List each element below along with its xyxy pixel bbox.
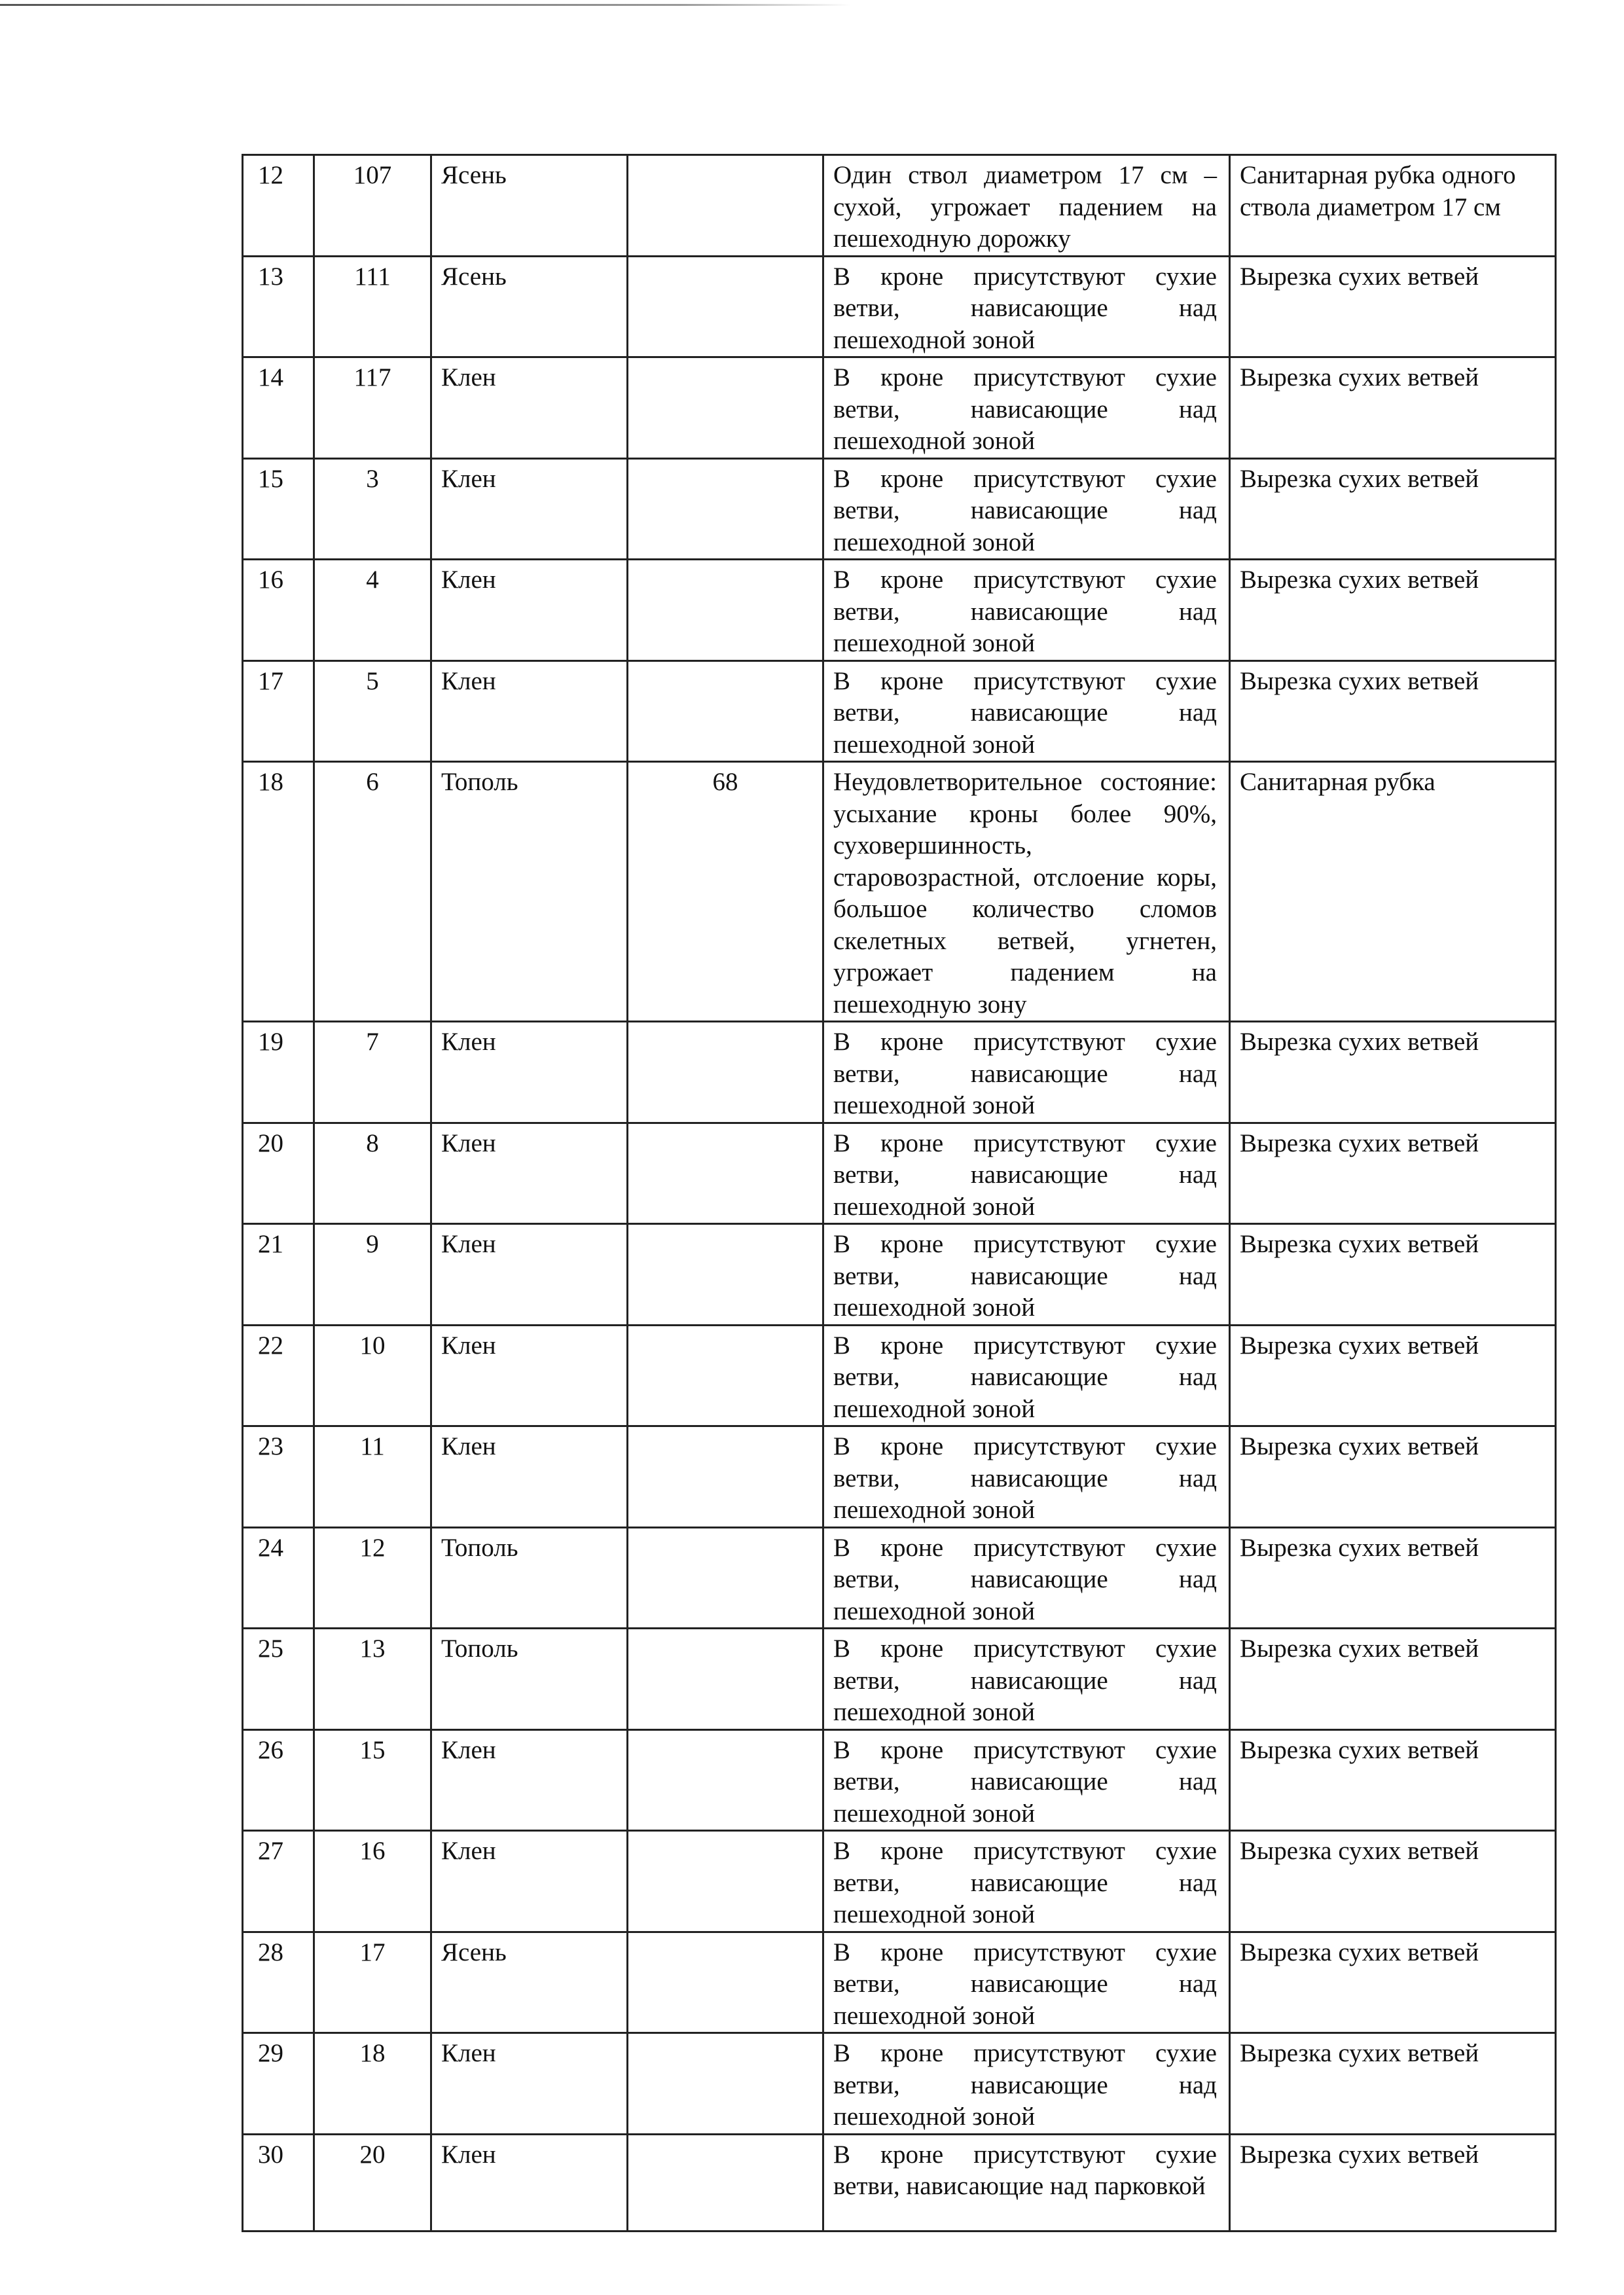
table-row <box>243 2134 1556 2232</box>
trunk-diameter-cell <box>628 1426 823 1528</box>
table-row <box>243 560 1556 661</box>
tree-number-cell: 15 <box>314 1729 431 1831</box>
row-number-cell: 29 <box>243 2033 314 2135</box>
tree-species-cell: Тополь <box>431 1629 628 1730</box>
tree-species-cell: Клен <box>431 560 628 661</box>
tree-number-cell: 16 <box>314 1831 431 1932</box>
row-number-cell: 25 <box>243 1629 314 1730</box>
recommended-action-cell: Вырезка сухих ветвей <box>1230 1932 1556 2033</box>
trunk-diameter-cell <box>628 2033 823 2135</box>
tree-number-cell: 7 <box>314 1022 431 1123</box>
tree-condition-cell: В кроне присутствуют сухие ветви, нависающие над пешеходной зоной <box>823 1831 1230 1932</box>
row-number-cell: 15 <box>243 458 314 560</box>
tree-condition-cell: В кроне присутствуют сухие ветви, нависающие над пешеходной зоной <box>823 1224 1230 1326</box>
table-row <box>243 1224 1556 1326</box>
row-number-cell: 13 <box>243 256 314 357</box>
table-row <box>243 1729 1556 1831</box>
row-number-cell: 12 <box>243 155 314 257</box>
tree-species-cell: Ясень <box>431 1932 628 2033</box>
tree-condition-cell: В кроне присутствуют сухие ветви, нависающие над пешеходной зоной <box>823 1932 1230 2033</box>
tree-species-cell: Клен <box>431 1022 628 1123</box>
tree-species-cell: Ясень <box>431 256 628 357</box>
tree-number-cell: 111 <box>314 256 431 357</box>
tree-condition-cell: Неудовлетворительное состояние: усыхание кроны более 90%, суховершинность, старовозрастной, отслоение коры, большое количество сломов скелетных ветвей, угнетен, угрожает падением на пешеходную зону <box>823 762 1230 1022</box>
tree-species-cell: Клен <box>431 1729 628 1831</box>
tree-species-cell: Клен <box>431 357 628 459</box>
tree-condition-cell: В кроне присутствуют сухие ветви, нависающие над парковкой <box>823 2134 1230 2232</box>
tree-species-cell: Клен <box>431 2033 628 2135</box>
scan-edge-line <box>0 4 851 6</box>
tree-species-cell: Ясень <box>431 155 628 257</box>
recommended-action-cell: Вырезка сухих ветвей <box>1230 1123 1556 1224</box>
row-number-cell: 24 <box>243 1527 314 1629</box>
tree-condition-cell: В кроне присутствуют сухие ветви, нависающие над пешеходной зоной <box>823 560 1230 661</box>
table-row <box>243 660 1556 762</box>
tree-number-cell: 4 <box>314 560 431 661</box>
tree-condition-cell: Один ствол диаметром 17 см – сухой, угрожает падением на пешеходную дорожку <box>823 155 1230 257</box>
row-number-cell: 19 <box>243 1022 314 1123</box>
trunk-diameter-cell <box>628 1123 823 1224</box>
trunk-diameter-cell <box>628 560 823 661</box>
recommended-action-cell: Вырезка сухих ветвей <box>1230 1224 1556 1326</box>
row-number-cell: 22 <box>243 1325 314 1426</box>
trunk-diameter-cell <box>628 1831 823 1932</box>
recommended-action-cell: Вырезка сухих ветвей <box>1230 560 1556 661</box>
table-body <box>243 155 1556 2232</box>
tree-condition-cell: В кроне присутствуют сухие ветви, нависающие над пешеходной зоной <box>823 1123 1230 1224</box>
tree-species-cell: Клен <box>431 1123 628 1224</box>
recommended-action-cell: Вырезка сухих ветвей <box>1230 2134 1556 2232</box>
tree-species-cell: Клен <box>431 1224 628 1326</box>
table-row <box>243 1629 1556 1730</box>
table-row <box>243 155 1556 257</box>
tree-condition-cell: В кроне присутствуют сухие ветви, нависающие над пешеходной зоной <box>823 1426 1230 1528</box>
tree-number-cell: 20 <box>314 2134 431 2232</box>
trunk-diameter-cell <box>628 1729 823 1831</box>
recommended-action-cell: Вырезка сухих ветвей <box>1230 1022 1556 1123</box>
tree-condition-cell: В кроне присутствуют сухие ветви, нависающие над пешеходной зоной <box>823 1325 1230 1426</box>
table-row <box>243 1831 1556 1932</box>
trunk-diameter-cell <box>628 1325 823 1426</box>
trunk-diameter-cell <box>628 1629 823 1730</box>
tree-condition-cell: В кроне присутствуют сухие ветви, нависающие над пешеходной зоной <box>823 357 1230 459</box>
recommended-action-cell: Вырезка сухих ветвей <box>1230 1629 1556 1730</box>
tree-number-cell: 3 <box>314 458 431 560</box>
tree-species-cell: Тополь <box>431 1527 628 1629</box>
tree-condition-cell: В кроне присутствуют сухие ветви, нависающие над пешеходной зоной <box>823 1527 1230 1629</box>
recommended-action-cell: Вырезка сухих ветвей <box>1230 357 1556 459</box>
tree-condition-cell: В кроне присутствуют сухие ветви, нависающие над пешеходной зоной <box>823 1729 1230 1831</box>
row-number-cell: 14 <box>243 357 314 459</box>
tree-number-cell: 11 <box>314 1426 431 1528</box>
tree-species-cell: Клен <box>431 2134 628 2232</box>
table-row <box>243 1527 1556 1629</box>
trunk-diameter-cell <box>628 458 823 560</box>
tree-number-cell: 5 <box>314 660 431 762</box>
tree-number-cell: 18 <box>314 2033 431 2135</box>
row-number-cell: 18 <box>243 762 314 1022</box>
table-row <box>243 1123 1556 1224</box>
tree-condition-cell: В кроне присутствуют сухие ветви, нависающие над пешеходной зоной <box>823 1629 1230 1730</box>
row-number-cell: 27 <box>243 1831 314 1932</box>
table-row <box>243 1932 1556 2033</box>
tree-number-cell: 10 <box>314 1325 431 1426</box>
tree-inventory-table <box>242 154 1557 2232</box>
recommended-action-cell: Вырезка сухих ветвей <box>1230 1325 1556 1426</box>
tree-condition-cell: В кроне присутствуют сухие ветви, нависающие над пешеходной зоной <box>823 2033 1230 2135</box>
row-number-cell: 23 <box>243 1426 314 1528</box>
recommended-action-cell: Санитарная рубка одного ствола диаметром 17 см <box>1230 155 1556 257</box>
table-row <box>243 762 1556 1022</box>
tree-species-cell: Клен <box>431 458 628 560</box>
recommended-action-cell: Вырезка сухих ветвей <box>1230 1527 1556 1629</box>
recommended-action-cell: Санитарная рубка <box>1230 762 1556 1022</box>
recommended-action-cell: Вырезка сухих ветвей <box>1230 1729 1556 1831</box>
tree-species-cell: Клен <box>431 1325 628 1426</box>
tree-number-cell: 13 <box>314 1629 431 1730</box>
row-number-cell: 16 <box>243 560 314 661</box>
table-row <box>243 1325 1556 1426</box>
recommended-action-cell: Вырезка сухих ветвей <box>1230 2033 1556 2135</box>
tree-number-cell: 8 <box>314 1123 431 1224</box>
recommended-action-cell: Вырезка сухих ветвей <box>1230 256 1556 357</box>
trunk-diameter-cell <box>628 1527 823 1629</box>
tree-species-cell: Тополь <box>431 762 628 1022</box>
tree-number-cell: 9 <box>314 1224 431 1326</box>
recommended-action-cell: Вырезка сухих ветвей <box>1230 1426 1556 1528</box>
tree-number-cell: 6 <box>314 762 431 1022</box>
recommended-action-cell: Вырезка сухих ветвей <box>1230 458 1556 560</box>
table-row <box>243 2033 1556 2135</box>
trunk-diameter-cell <box>628 155 823 257</box>
row-number-cell: 20 <box>243 1123 314 1224</box>
tree-number-cell: 17 <box>314 1932 431 2033</box>
table-row <box>243 256 1556 357</box>
row-number-cell: 30 <box>243 2134 314 2232</box>
tree-species-cell: Клен <box>431 1831 628 1932</box>
tree-condition-cell: В кроне присутствуют сухие ветви, нависающие над пешеходной зоной <box>823 458 1230 560</box>
tree-condition-cell: В кроне присутствуют сухие ветви, нависающие над пешеходной зоной <box>823 1022 1230 1123</box>
tree-species-cell: Клен <box>431 660 628 762</box>
tree-condition-cell: В кроне присутствуют сухие ветви, нависающие над пешеходной зоной <box>823 256 1230 357</box>
tree-species-cell: Клен <box>431 1426 628 1528</box>
recommended-action-cell: Вырезка сухих ветвей <box>1230 660 1556 762</box>
trunk-diameter-cell <box>628 256 823 357</box>
table-row <box>243 1022 1556 1123</box>
recommended-action-cell: Вырезка сухих ветвей <box>1230 1831 1556 1932</box>
row-number-cell: 28 <box>243 1932 314 2033</box>
trunk-diameter-cell <box>628 1224 823 1326</box>
trunk-diameter-cell <box>628 2134 823 2232</box>
tree-number-cell: 12 <box>314 1527 431 1629</box>
row-number-cell: 21 <box>243 1224 314 1326</box>
table-row <box>243 1426 1556 1528</box>
tree-number-cell: 107 <box>314 155 431 257</box>
trunk-diameter-cell <box>628 1022 823 1123</box>
tree-number-cell: 117 <box>314 357 431 459</box>
tree-condition-cell: В кроне присутствуют сухие ветви, нависающие над пешеходной зоной <box>823 660 1230 762</box>
trunk-diameter-cell: 68 <box>628 762 823 1022</box>
table-row <box>243 357 1556 459</box>
row-number-cell: 17 <box>243 660 314 762</box>
trunk-diameter-cell <box>628 357 823 459</box>
row-number-cell: 26 <box>243 1729 314 1831</box>
trunk-diameter-cell <box>628 660 823 762</box>
trunk-diameter-cell <box>628 1932 823 2033</box>
table-row <box>243 458 1556 560</box>
